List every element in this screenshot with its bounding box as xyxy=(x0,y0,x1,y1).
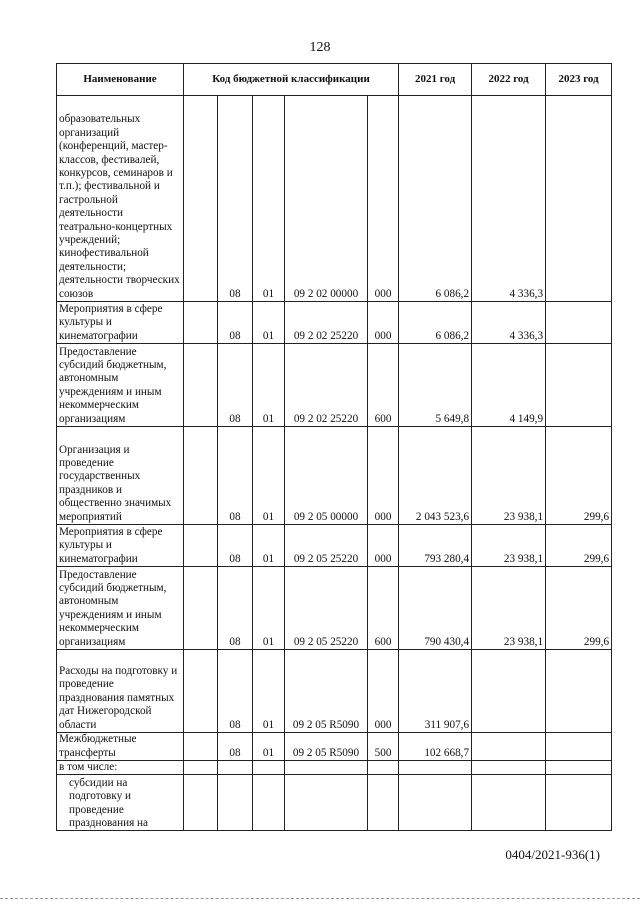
spacer-cell xyxy=(184,96,218,302)
section-code: 08 xyxy=(218,96,253,302)
row-name: Предоставление субсидий бюджетным, автономным учреждениям и иным некоммерческим организациям xyxy=(57,344,184,427)
value-2021 xyxy=(399,775,472,831)
subsection-code: 01 xyxy=(253,567,285,650)
value-2021: 6 086,2 xyxy=(399,96,472,302)
value-2022: 4 149,9 xyxy=(472,344,546,427)
row-name: в том числе: xyxy=(57,761,184,775)
value-2021: 790 430,4 xyxy=(399,567,472,650)
section-code: 08 xyxy=(218,302,253,344)
row-name: Расходы на подготовку и проведение празднования памятных дат Нижегородской области xyxy=(57,650,184,733)
target-code xyxy=(285,775,368,831)
spacer-cell xyxy=(184,733,218,761)
value-2021: 5 649,8 xyxy=(399,344,472,427)
expense-code: 000 xyxy=(368,302,399,344)
expense-code: 000 xyxy=(368,650,399,733)
value-2023 xyxy=(546,650,612,733)
expense-code: 000 xyxy=(368,427,399,525)
section-code: 08 xyxy=(218,344,253,427)
value-2022: 23 938,1 xyxy=(472,525,546,567)
spacer-cell xyxy=(184,525,218,567)
value-2021: 2 043 523,6 xyxy=(399,427,472,525)
target-code xyxy=(285,761,368,775)
spacer-cell xyxy=(184,344,218,427)
value-2022: 23 938,1 xyxy=(472,427,546,525)
table-body xyxy=(57,96,612,831)
target-code: 09 2 05 25220 xyxy=(285,567,368,650)
subsection-code: 01 xyxy=(253,96,285,302)
expense-code xyxy=(368,775,399,831)
value-2023 xyxy=(546,96,612,302)
expense-code xyxy=(368,761,399,775)
value-2023 xyxy=(546,302,612,344)
budget-table xyxy=(56,63,612,831)
row-name: Мероприятия в сфере культуры и кинематографии xyxy=(57,302,184,344)
expense-code: 500 xyxy=(368,733,399,761)
table-header xyxy=(57,64,612,96)
section-code: 08 xyxy=(218,567,253,650)
expense-code: 600 xyxy=(368,567,399,650)
subsection-code xyxy=(253,761,285,775)
value-2022 xyxy=(472,650,546,733)
value-2022: 23 938,1 xyxy=(472,567,546,650)
table-row xyxy=(57,733,612,761)
table-row xyxy=(57,525,612,567)
scan-edge-divider xyxy=(0,898,640,905)
value-2021: 793 280,4 xyxy=(399,525,472,567)
row-name: Мероприятия в сфере культуры и кинематографии xyxy=(57,525,184,567)
expense-code: 000 xyxy=(368,525,399,567)
page-number: 128 xyxy=(309,40,331,55)
value-2023 xyxy=(546,761,612,775)
target-code: 09 2 05 R5090 xyxy=(285,650,368,733)
spacer-cell xyxy=(184,761,218,775)
row-name: Межбюджетные трансферты xyxy=(57,733,184,761)
subsection-code: 01 xyxy=(253,525,285,567)
subsection-code: 01 xyxy=(253,344,285,427)
subsection-code: 01 xyxy=(253,427,285,525)
value-2021: 102 668,7 xyxy=(399,733,472,761)
row-name: Организация и проведение государственных праздников и общественно значимых мероприятий xyxy=(57,427,184,525)
value-2021: 6 086,2 xyxy=(399,302,472,344)
spacer-cell xyxy=(184,427,218,525)
subsection-code: 01 xyxy=(253,302,285,344)
value-2021: 311 907,6 xyxy=(399,650,472,733)
value-2023: 299,6 xyxy=(546,525,612,567)
value-2022: 4 336,3 xyxy=(472,302,546,344)
header-2023: 2023 год xyxy=(546,64,612,96)
table-row xyxy=(57,775,612,831)
value-2023 xyxy=(546,733,612,761)
value-2023: 299,6 xyxy=(546,427,612,525)
header-2022: 2022 год xyxy=(472,64,546,96)
target-code: 09 2 02 25220 xyxy=(285,302,368,344)
table-row xyxy=(57,427,612,525)
document-code: 0404/2021-936(1) xyxy=(505,847,600,862)
table-row xyxy=(57,761,612,775)
row-name: субсидии на подготовку и проведение празднования на xyxy=(57,775,184,831)
section-code: 08 xyxy=(218,427,253,525)
section-code xyxy=(218,775,253,831)
row-name: Предоставление субсидий бюджетным, автономным учреждениям и иным некоммерческим организациям xyxy=(57,567,184,650)
section-code: 08 xyxy=(218,525,253,567)
spacer-cell xyxy=(184,567,218,650)
header-name: Наименование xyxy=(57,64,184,96)
section-code xyxy=(218,761,253,775)
value-2022: 4 336,3 xyxy=(472,96,546,302)
table-row xyxy=(57,567,612,650)
section-code: 08 xyxy=(218,733,253,761)
value-2023 xyxy=(546,344,612,427)
value-2022 xyxy=(472,775,546,831)
value-2022 xyxy=(472,761,546,775)
table-row xyxy=(57,344,612,427)
value-2021 xyxy=(399,761,472,775)
subsection-code xyxy=(253,775,285,831)
value-2022 xyxy=(472,733,546,761)
header-2021: 2021 год xyxy=(399,64,472,96)
subsection-code: 01 xyxy=(253,650,285,733)
target-code: 09 2 05 R5090 xyxy=(285,733,368,761)
expense-code: 600 xyxy=(368,344,399,427)
row-name: образовательных организаций (конференций, мастер-классов, фестивалей, конкурсов, семинаров и т.п.); фестивальной и гастрольной деятельности театрально-концертных учреждений; кинофестивальной деятельности; деятельности творческих союзов xyxy=(57,96,184,302)
value-2023 xyxy=(546,775,612,831)
table-row xyxy=(57,302,612,344)
spacer-cell xyxy=(184,650,218,733)
header-code: Код бюджетной классификации xyxy=(184,64,399,96)
spacer-cell xyxy=(184,302,218,344)
target-code: 09 2 02 25220 xyxy=(285,344,368,427)
section-code: 08 xyxy=(218,650,253,733)
target-code: 09 2 05 00000 xyxy=(285,427,368,525)
target-code: 09 2 02 00000 xyxy=(285,96,368,302)
spacer-cell xyxy=(184,775,218,831)
subsection-code: 01 xyxy=(253,733,285,761)
table-row xyxy=(57,650,612,733)
value-2023: 299,6 xyxy=(546,567,612,650)
expense-code: 000 xyxy=(368,96,399,302)
table-row xyxy=(57,96,612,302)
target-code: 09 2 05 25220 xyxy=(285,525,368,567)
